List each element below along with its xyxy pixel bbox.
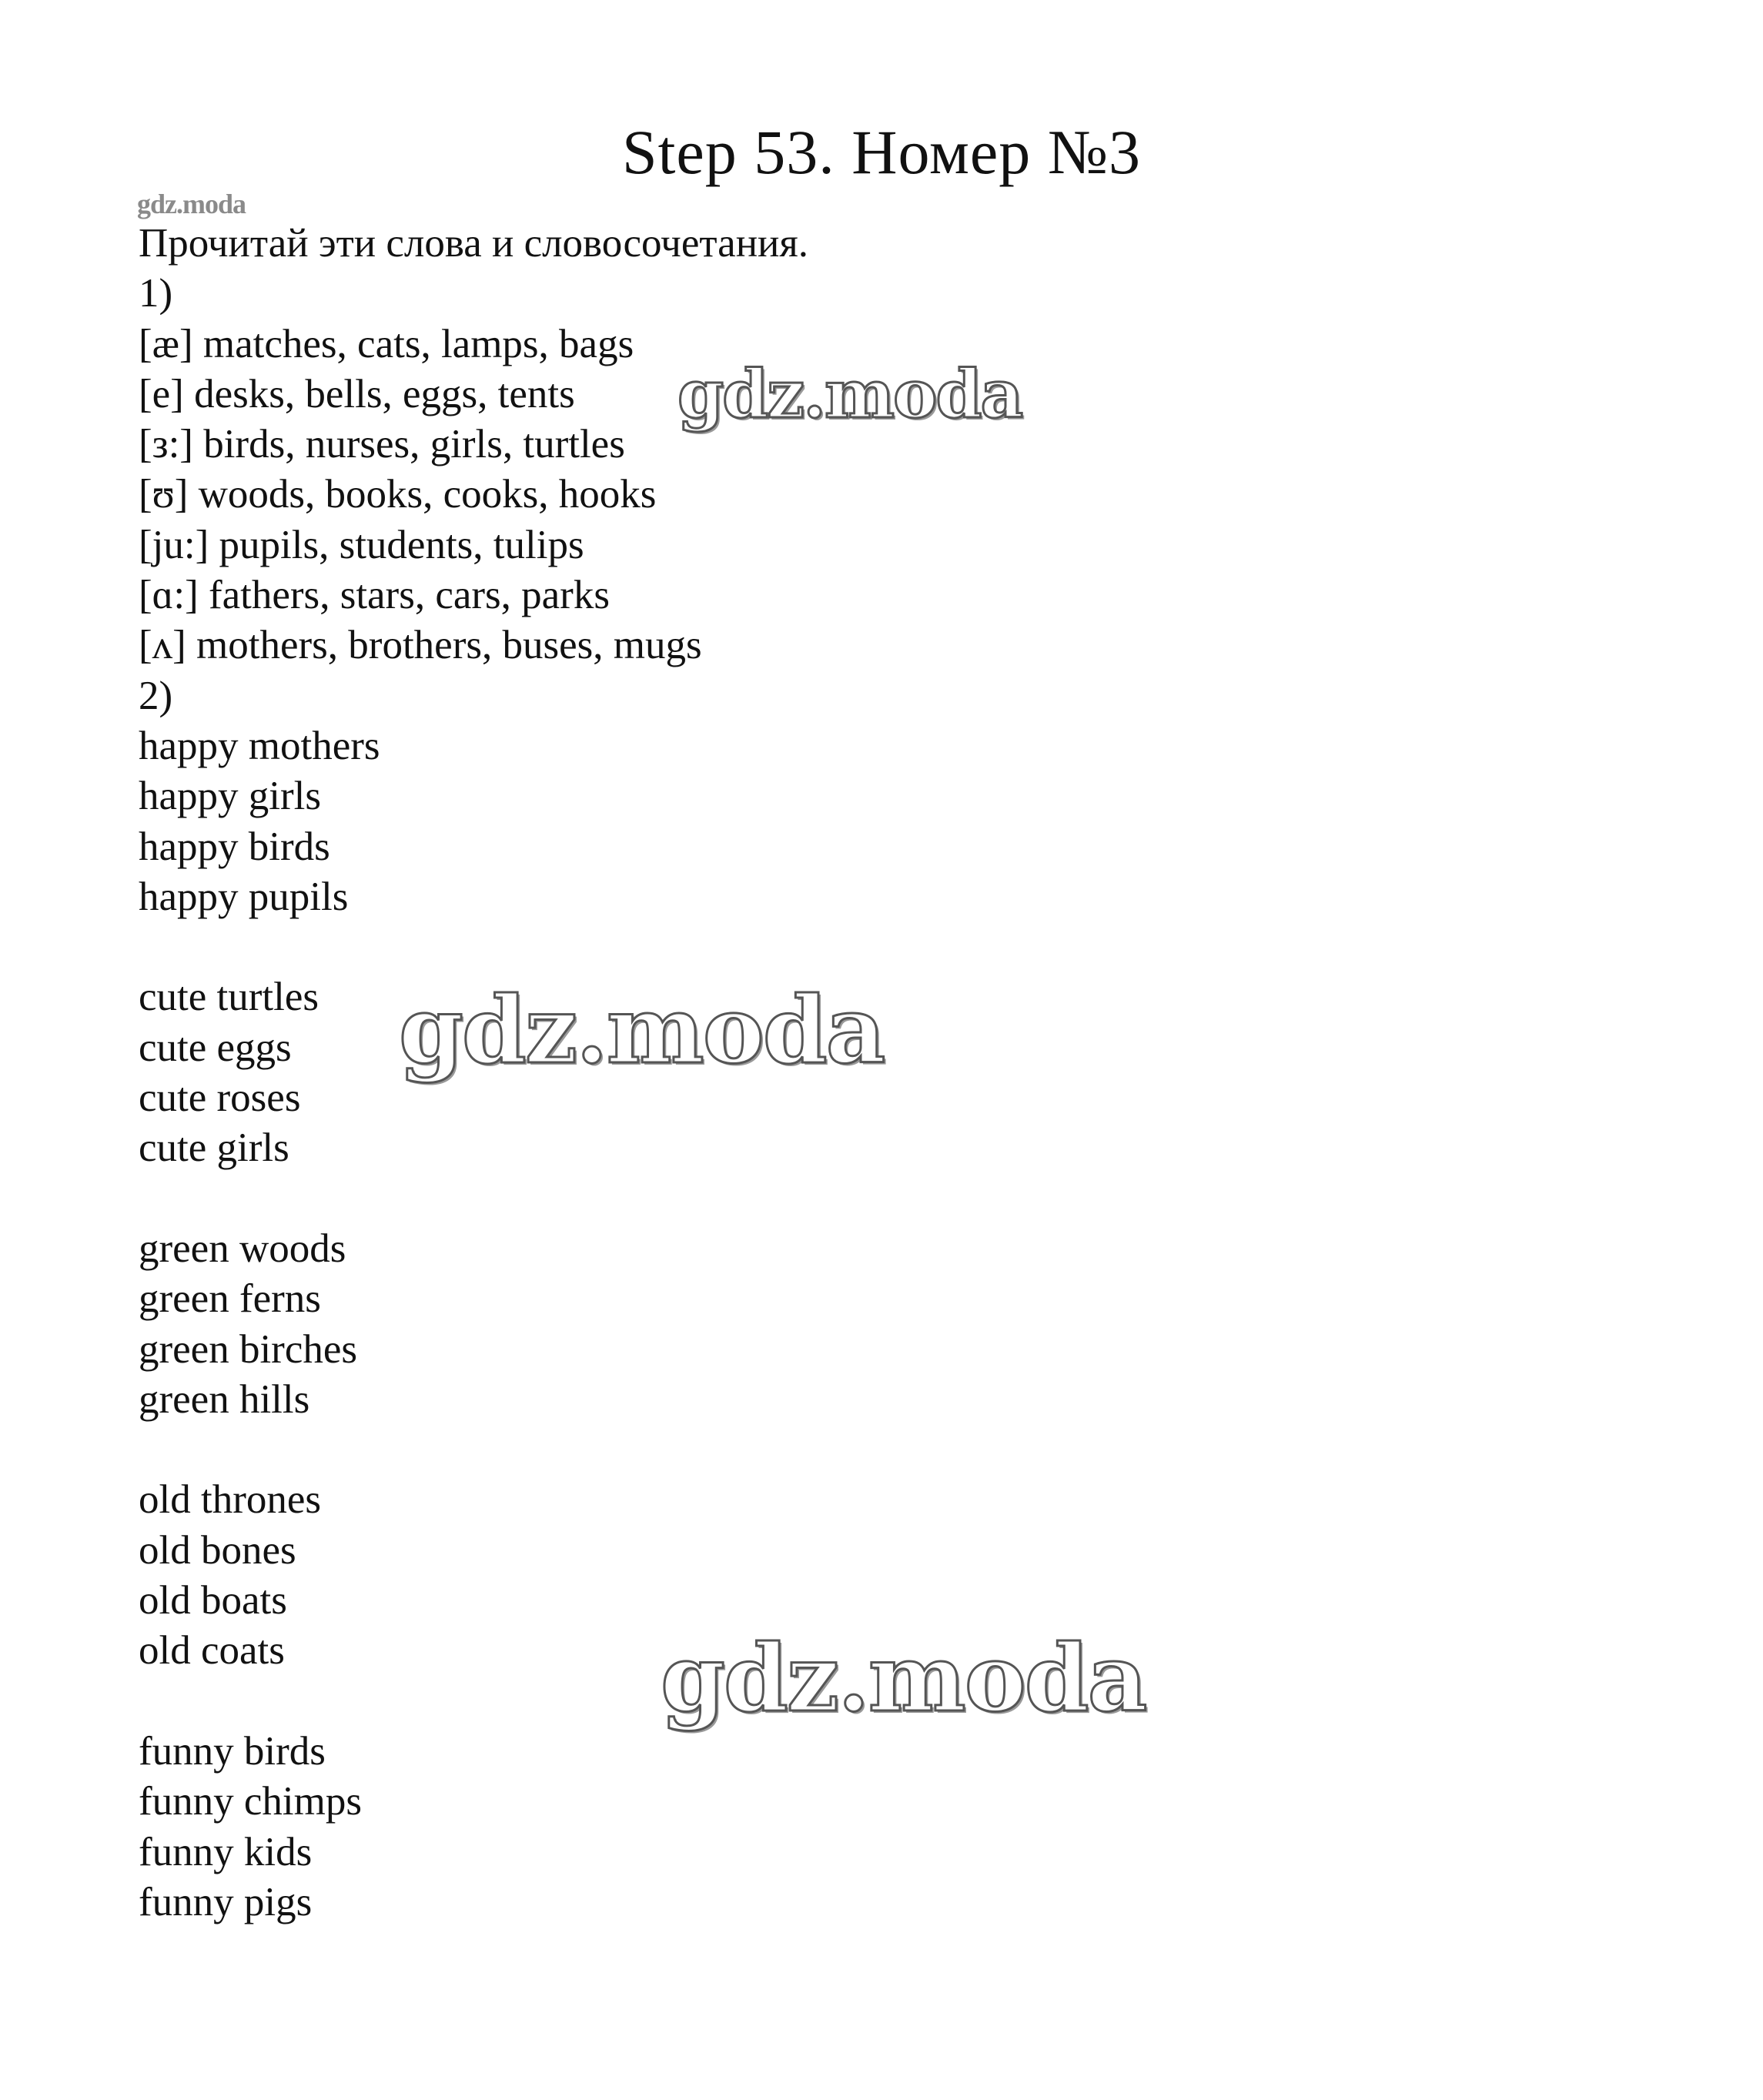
phrase-line: green hills <box>139 1376 310 1422</box>
phonetic-line: [ʌ] mothers, brothers, buses, mugs <box>139 623 702 668</box>
phrase-line: cute roses <box>139 1075 301 1121</box>
watermark-small: gdz.moda <box>137 189 246 219</box>
group-spacer <box>139 1425 1216 1475</box>
phrase-line: green birches <box>139 1326 357 1372</box>
phrase-line: funny birds <box>139 1728 326 1774</box>
part-1-label: 1) <box>139 271 173 316</box>
watermark-logo: gdz.moda <box>399 976 885 1085</box>
phrase-line: funny pigs <box>139 1879 313 1924</box>
phrase-line: happy girls <box>139 774 321 819</box>
phrase-line: old thrones <box>139 1477 321 1523</box>
phonetic-line: [e] desks, bells, eggs, tents <box>139 371 575 416</box>
phrase-line: happy mothers <box>139 723 380 768</box>
part-2-label: 2) <box>139 673 173 718</box>
phrase-group-happy <box>139 721 1216 922</box>
phrase-line: funny kids <box>139 1829 313 1874</box>
phrase-line: cute girls <box>139 1125 289 1171</box>
phrase-line: old boats <box>139 1578 287 1623</box>
watermark-logo: gdz.moda <box>677 356 1022 433</box>
group-spacer <box>139 1174 1216 1224</box>
phrase-line: green woods <box>139 1226 346 1271</box>
group-spacer <box>139 922 1216 972</box>
phrase-line: cute eggs <box>139 1025 292 1070</box>
phrase-group-green <box>139 1224 1216 1425</box>
phonetic-line: [ju:] pupils, students, tulips <box>139 522 584 567</box>
page-title: Step 53. Номер №3 <box>622 117 1141 187</box>
phrase-line: happy pupils <box>139 874 349 919</box>
phonetic-line: [æ] matches, cats, lamps, bags <box>139 321 634 366</box>
watermark-logo: gdz.moda <box>661 1624 1146 1733</box>
phrase-line: green ferns <box>139 1276 321 1322</box>
phrase-line: cute turtles <box>139 975 319 1020</box>
phrase-line: old bones <box>139 1527 296 1573</box>
phrase-line: happy birds <box>139 824 330 869</box>
phrase-line: funny chimps <box>139 1779 362 1824</box>
phonetic-line: [ɑ:] fathers, stars, cars, parks <box>139 573 610 618</box>
phrase-group-funny <box>139 1727 1216 1928</box>
phrase-line: old coats <box>139 1628 285 1674</box>
instruction-text: Прочитай эти слова и словосочетания. <box>139 221 809 266</box>
phonetic-line: [ʊ] woods, books, cooks, hooks <box>139 472 657 517</box>
phonetic-line: [з:] birds, nurses, girls, turtles <box>139 422 625 467</box>
